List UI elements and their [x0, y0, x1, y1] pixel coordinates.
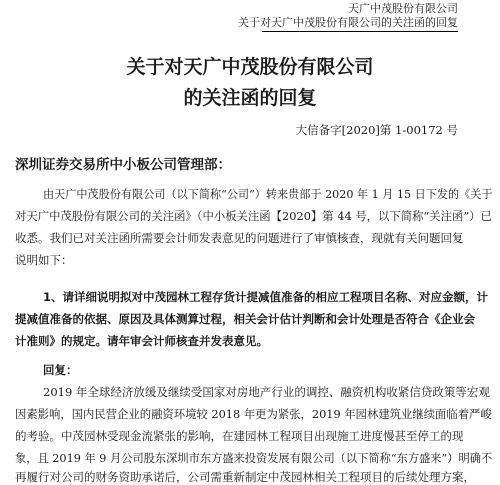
intro-line: 收悉。我们已对关注函所需要会计师发表意见的问题进行了审慎核查，现就有关问题回复 — [15, 231, 464, 245]
reply-line: 再履行对公司的财务资助承诺后，公司需重新制定中茂园林相关工程项目的后续处理方案， — [15, 470, 475, 484]
question-line: 计准则》的规定。请年审会计师核查并发表意见。 — [15, 334, 268, 348]
reply-line: 的考验。中茂园林受现金流紧张的影响，在建园林工程项目出现施工进度慢甚至停工的现 — [15, 429, 464, 443]
intro-line: 由天广中茂股份有限公司（以下简称“公司”）转来贵部于 2020 年 1 月 15 日下发的《关于 — [43, 187, 493, 201]
intro-line: 对天广中茂股份有限公司的关注函》（中小板关注函【2020】第 44 号，以下简称“关注函”）已 — [15, 209, 492, 223]
addressee: 深圳证券交易所中小板公司管理部： — [15, 157, 231, 173]
document-number: 大信备字[2020]第 1-00172 号 — [295, 123, 458, 137]
question-line: 1、请详细说明拟对中茂园林工程存货计提减值准备的相应工程项目名称、对应金额，计 — [43, 290, 488, 304]
running-head-company: 天广中茂股份有限公司 — [348, 2, 458, 15]
reply-line: 象，且 2019 年 9 月公司股东深圳市东方盛来投资发展有限公司（以下简称“东方盛来”）明确不 — [15, 451, 493, 465]
reply-line: 因素影响，国内民营企业的融资环境较 2018 年更为紧张，2019 年园林建筑业继续面临着严峻 — [15, 407, 492, 421]
reply-line: 2019 年全球经济放缓及继续受国家对房地产行业的调控、融资机构收紧信贷政策等宏观 — [43, 385, 490, 399]
question-line: 提减值准备的依据、原因及具体测算过程，相关会计估计判断和会计处理是否符合《企业会 — [15, 312, 475, 326]
reply-label: 回复： — [43, 363, 78, 377]
running-head-title: 关于对天广中茂股份有限公司的关注函的回复 — [238, 16, 458, 29]
intro-line: 说明如下： — [15, 253, 73, 267]
header-rule — [262, 31, 458, 32]
document-title-line-1: 关于对天广中茂股份有限公司 — [126, 56, 374, 78]
running-head — [238, 2, 458, 30]
document-title-line-2: 的关注函的回复 — [183, 87, 317, 109]
